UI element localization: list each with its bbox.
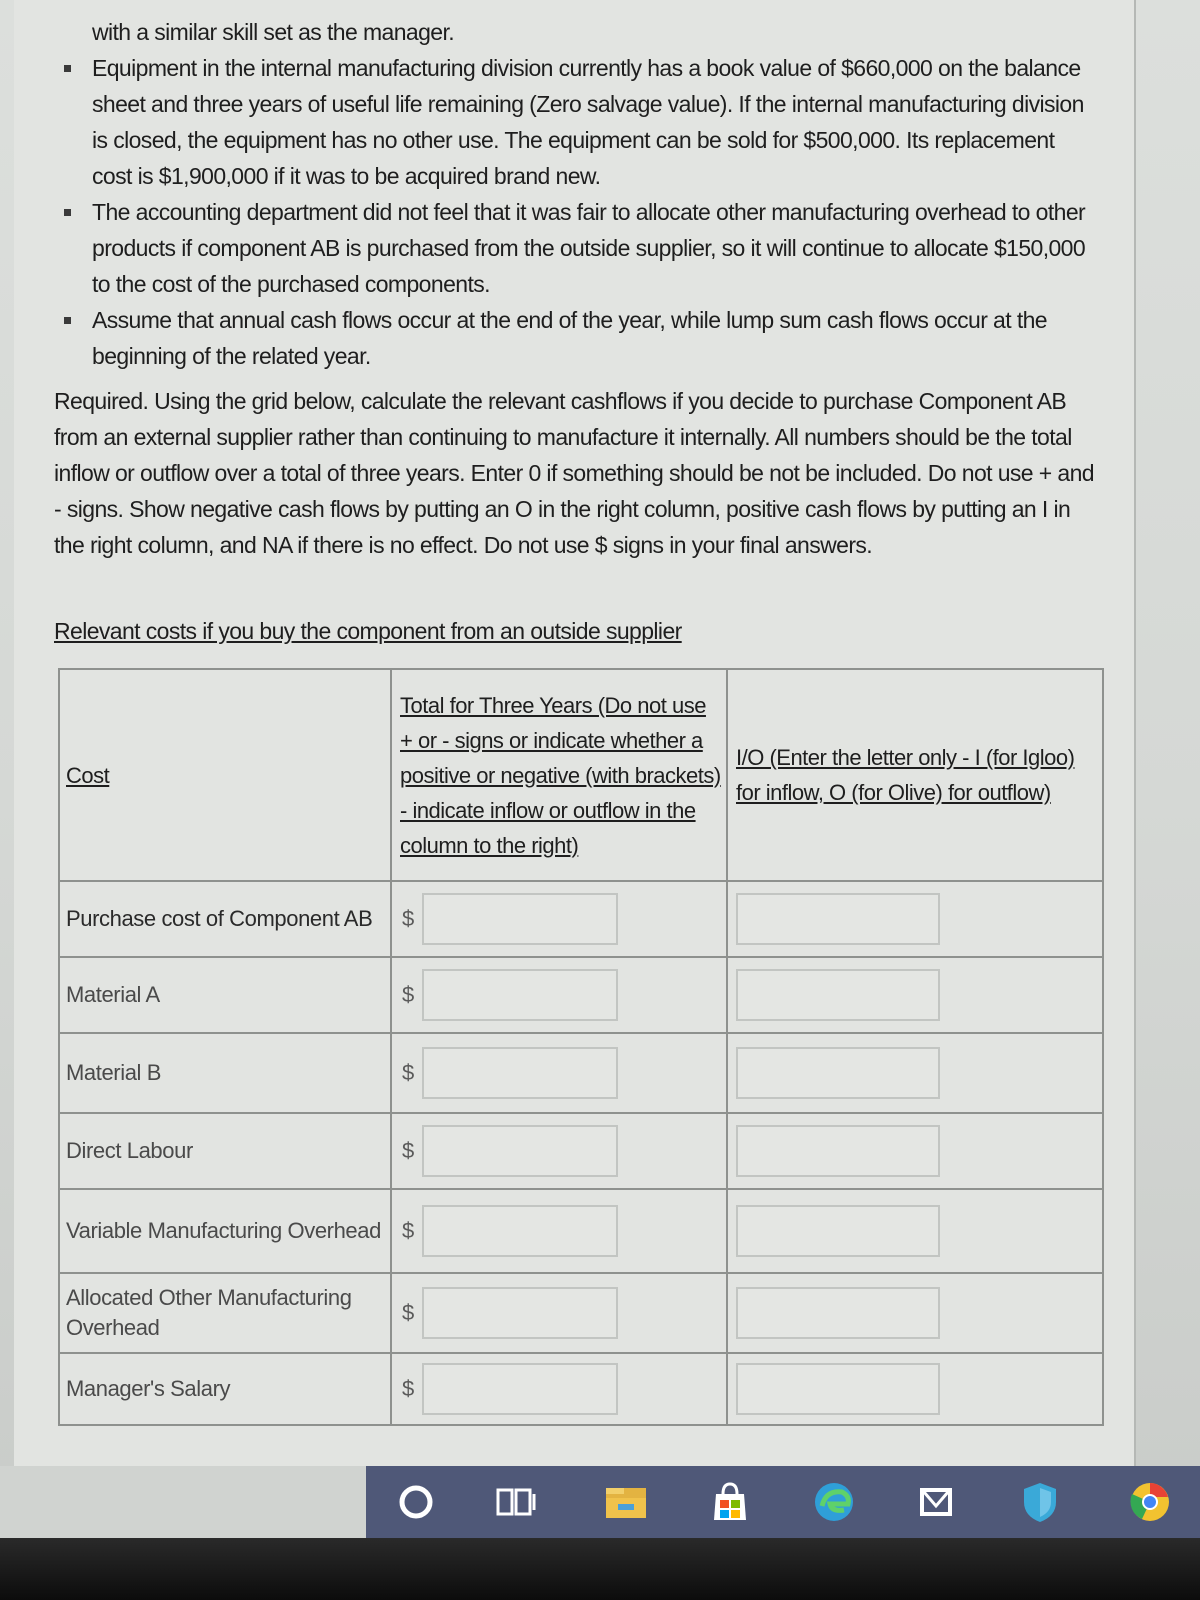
mail-icon[interactable] <box>914 1480 958 1524</box>
material-a-amount-input[interactable] <box>422 969 618 1021</box>
amount-cell <box>391 1033 727 1113</box>
dollar-sign: $ <box>402 1060 415 1085</box>
variable-overhead-amount-input[interactable] <box>422 1205 618 1257</box>
material-a-io-input[interactable] <box>736 969 940 1021</box>
purchase-cost-io-input[interactable] <box>736 893 940 945</box>
table-row <box>59 1113 1103 1189</box>
header-cost: Cost <box>59 669 391 881</box>
io-cell <box>727 1033 1103 1113</box>
variable-overhead-io-input[interactable] <box>736 1205 940 1257</box>
grid-header-row <box>59 669 1103 881</box>
windows-taskbar <box>366 1466 1200 1538</box>
monitor-bezel <box>0 1538 1200 1600</box>
dollar-sign: $ <box>402 906 415 931</box>
dollar-sign: $ <box>402 1138 415 1163</box>
manager-salary-amount-input[interactable] <box>422 1363 618 1415</box>
table-row <box>59 957 1103 1033</box>
material-b-io-input[interactable] <box>736 1047 940 1099</box>
allocated-overhead-amount-input[interactable] <box>422 1287 618 1339</box>
table-row <box>59 1033 1103 1113</box>
file-explorer-icon[interactable] <box>604 1480 648 1524</box>
task-view-icon[interactable] <box>494 1480 538 1524</box>
amount-cell <box>391 1189 727 1273</box>
cashflow-grid <box>58 668 1104 1426</box>
chrome-icon[interactable] <box>1128 1480 1172 1524</box>
io-cell <box>727 957 1103 1033</box>
desktop-edge <box>0 1466 366 1538</box>
defender-icon[interactable] <box>1018 1480 1062 1524</box>
row-label: Manager's Salary <box>59 1353 391 1425</box>
dollar-sign: $ <box>402 1218 415 1243</box>
direct-labour-amount-input[interactable] <box>422 1125 618 1177</box>
io-cell <box>727 1113 1103 1189</box>
io-cell <box>727 1353 1103 1425</box>
assumption-item-3: Assume that annual cash flows occur at the end of the year, while lump sum cash flows occur at the beginning of the related year. <box>58 302 1088 374</box>
allocated-overhead-io-input[interactable] <box>736 1287 940 1339</box>
header-io: I/O (Enter the letter only - I (for Igloo) for inflow, O (for Olive) for outflow) <box>727 669 1103 881</box>
amount-cell <box>391 1113 727 1189</box>
amount-cell <box>391 881 727 957</box>
section-title: Relevant costs if you buy the component from an outside supplier <box>54 618 682 644</box>
assumption-item-2: The accounting department did not feel that it was fair to allocate other manufacturing overhead to other products if component AB is purchased from the outside supplier, so it will continue to allocate $150,000 to the cost of the purchased components. <box>58 194 1088 302</box>
manager-salary-io-input[interactable] <box>736 1363 940 1415</box>
table-row <box>59 1273 1103 1353</box>
io-cell <box>727 881 1103 957</box>
dollar-sign: $ <box>402 1300 415 1325</box>
table-row <box>59 1353 1103 1425</box>
row-label: Allocated Other Manufacturing Overhead <box>59 1273 391 1353</box>
assumption-list <box>58 14 1088 374</box>
row-label: Variable Manufacturing Overhead <box>59 1189 391 1273</box>
row-label: Purchase cost of Component AB <box>59 881 391 957</box>
required-instructions: Required. Using the grid below, calculate the relevant cashflows if you decide to purchase Component AB from an external supplier rather than continuing to manufacture it internally. All numbers should be the total inflow or outflow over a total of three years. Enter 0 if something should be not be included. Do not use + and - signs. Show negative cash flows by putting an O in the right column, positive cash flows by putting an I in the right column, and NA if there is no effect. Do not use $ signs in your final answers. <box>54 388 1094 558</box>
header-total: Total for Three Years (Do not use + or - signs or indicate whether a positive or negative (with brackets) - indicate inflow or outflow in the column to the right) <box>391 669 727 881</box>
assumption-item-1: Equipment in the internal manufacturing division currently has a book value of $660,000 on the balance sheet and three years of useful life remaining (Zero salvage value). If the internal manufacturing division is closed, the equipment has no other use. The equipment can be sold for $500,000. Its replacement cost is $1,900,000 if it was to be acquired brand new. <box>58 50 1088 194</box>
amount-cell <box>391 1273 727 1353</box>
dollar-sign: $ <box>402 982 415 1007</box>
dollar-sign: $ <box>402 1376 415 1401</box>
row-label: Material A <box>59 957 391 1033</box>
store-icon[interactable] <box>708 1480 752 1524</box>
purchase-cost-amount-input[interactable] <box>422 893 618 945</box>
assumption-item-0: with a similar skill set as the manager. <box>92 19 455 45</box>
direct-labour-io-input[interactable] <box>736 1125 940 1177</box>
edge-browser-icon[interactable] <box>812 1480 856 1524</box>
row-label: Material B <box>59 1033 391 1113</box>
material-b-amount-input[interactable] <box>422 1047 618 1099</box>
row-label: Direct Labour <box>59 1113 391 1189</box>
amount-cell <box>391 1353 727 1425</box>
table-row <box>59 1189 1103 1273</box>
amount-cell <box>391 957 727 1033</box>
io-cell <box>727 1189 1103 1273</box>
table-row <box>59 881 1103 957</box>
search-circle-icon[interactable] <box>394 1480 438 1524</box>
io-cell <box>727 1273 1103 1353</box>
